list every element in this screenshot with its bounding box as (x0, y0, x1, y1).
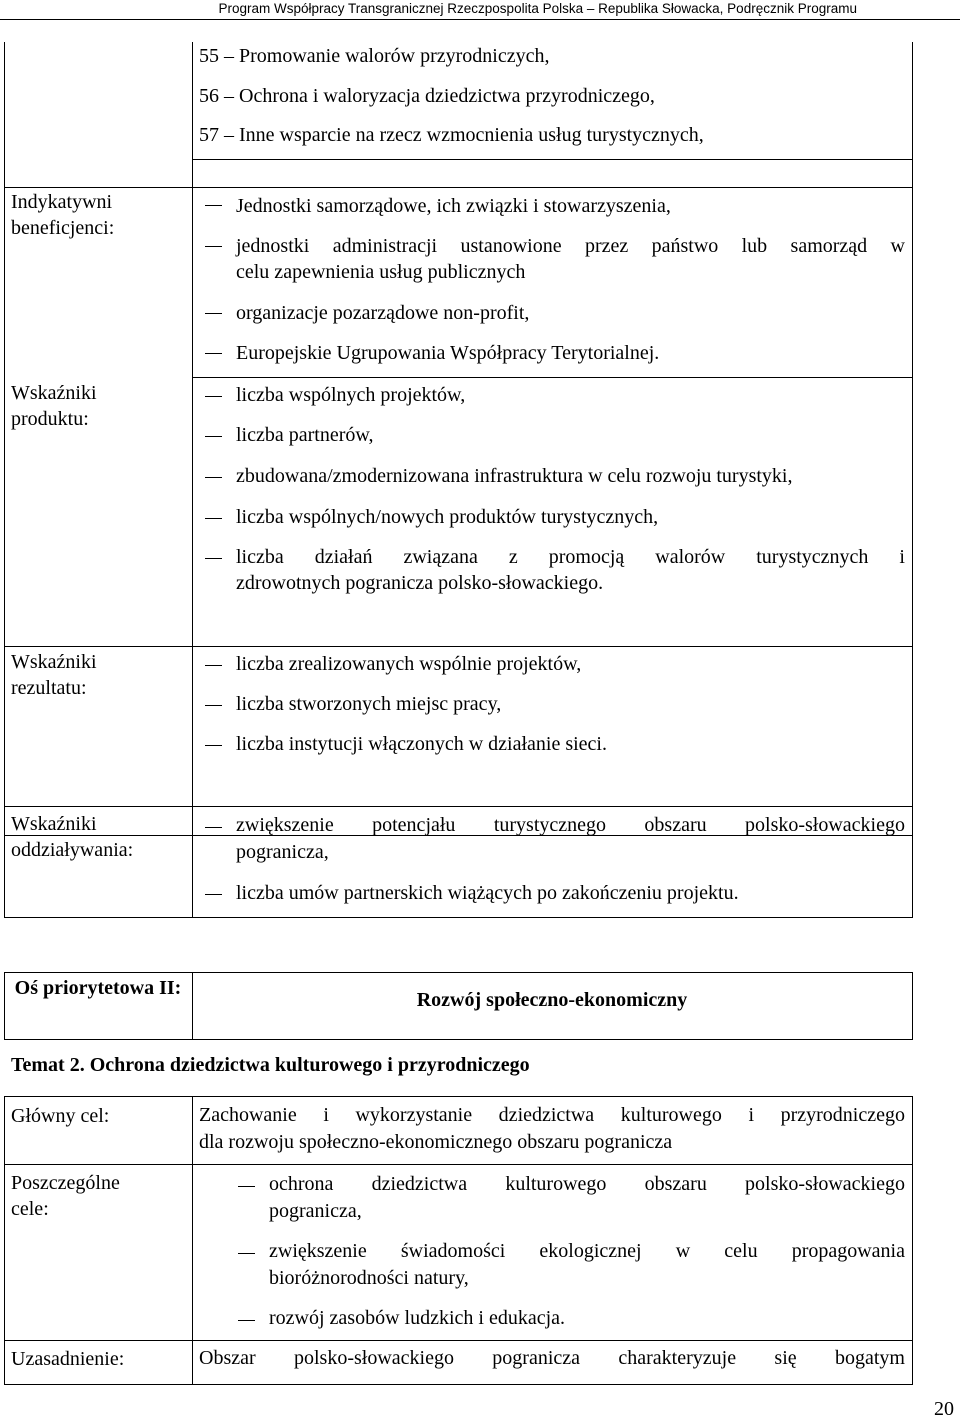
bullet-dash (205, 827, 222, 828)
beneficiary-item: organizacje pozarządowe non-profit, (236, 302, 530, 324)
bullet-dash (238, 1320, 255, 1321)
main-goal-text: Zachowanie i wykorzystanie dziedzictwa kulturowego i przyrodniczego (199, 1104, 905, 1126)
table2-row-line-2 (4, 1340, 913, 1341)
priority-axis-label: Oś priorytetowa II: (14, 977, 182, 999)
theme-title: Temat 2. Ochrona dziedzictwa kulturowego i przyrodniczego (11, 1054, 530, 1076)
category-code-55: 55 – Promowanie walorów przyrodniczych, (199, 45, 550, 67)
bullet-dash (205, 745, 222, 746)
product-indicator-item: liczba wspólnych projektów, (236, 384, 466, 406)
beneficiary-item: Europejskie Ugrupowania Współpracy Terytorialnej. (236, 342, 660, 364)
beneficiary-item: jednostki administracji ustanowione przez państwo lub samorząd w (236, 235, 905, 257)
table2-right-border (912, 1096, 913, 1385)
table1-row-line-1 (192, 159, 913, 160)
bullet-dash (238, 1186, 255, 1187)
product-indicator-item: liczba wspólnych/nowych produktów turystycznych, (236, 506, 659, 528)
justification-text: Obszar polsko-słowackiego pogranicza charakteryzuje się bogatym (199, 1347, 905, 1369)
table1-row-line-4 (4, 646, 913, 647)
product-indicators-label: Wskaźniki produktu: (11, 382, 97, 430)
beneficiary-item-continuation: celu zapewnienia usług publicznych (236, 261, 526, 283)
table1-left-border (4, 42, 5, 918)
product-indicator-item: liczba działań związana z promocją walorów turystycznych i (236, 546, 905, 568)
impact-indicator-item-continuation: pogranicza, (236, 841, 329, 863)
table2-top-border (4, 1096, 913, 1097)
page-header: Program Współpracy Transgranicznej Rzeczpospolita Polska – Republika Słowacka, Podręcznik Programu (218, 1, 857, 16)
priority-axis-value: Rozwój społeczno-ekonomiczny (416, 989, 688, 1011)
beneficiaries-label: Indykatywni beneficjenci: (11, 191, 115, 239)
bullet-dash (205, 518, 222, 519)
priority-bottom-border (4, 1039, 913, 1040)
table1-row-line-5 (4, 806, 913, 807)
justification-label: Uzasadnienie: (11, 1348, 125, 1370)
bullet-dash (205, 665, 222, 666)
table2-column-divider (192, 1096, 193, 1385)
table1-row-line-2 (4, 187, 913, 188)
table1-column-divider (192, 42, 193, 918)
header-divider (0, 19, 960, 20)
category-code-56: 56 – Ochrona i waloryzacja dziedzictwa przyrodniczego, (199, 85, 655, 107)
result-indicator-item: liczba zrealizowanych wspólnie projektów, (236, 653, 582, 675)
table1-bottom-border (4, 917, 913, 918)
table2-row-line-1 (4, 1164, 913, 1165)
bullet-dash (238, 1253, 255, 1254)
impact-indicator-item: liczba umów partnerskich wiążących po zakończeniu projektu. (236, 882, 739, 904)
beneficiary-item: Jednostki samorządowe, ich związki i stowarzyszenia, (236, 195, 671, 217)
bullet-dash (205, 558, 222, 559)
product-indicator-item: liczba partnerów, (236, 424, 374, 446)
priority-right-border (912, 972, 913, 1040)
product-indicator-item: zbudowana/zmodernizowana infrastruktura w celu rozwoju turystyki, (236, 465, 793, 487)
bullet-dash (205, 246, 222, 247)
result-indicator-item: liczba instytucji włączonych w działanie sieci. (236, 733, 607, 755)
category-code-57: 57 – Inne wsparcie na rzecz wzmocnienia usług turystycznych, (199, 124, 704, 146)
table2-bottom-border (4, 1384, 913, 1385)
main-goal-label: Główny cel: (11, 1105, 110, 1127)
table1-right-border (912, 42, 913, 918)
bullet-dash (205, 205, 222, 206)
bullet-dash (205, 705, 222, 706)
specific-goals-label: Poszczególne cele: (11, 1172, 120, 1220)
specific-goal-item: zwiększenie świadomości ekologicznej w celu propagowania (269, 1240, 905, 1262)
bullet-dash (205, 396, 222, 397)
specific-goal-item: ochrona dziedzictwa kulturowego obszaru polsko-słowackiego (269, 1173, 905, 1195)
bullet-dash (205, 436, 222, 437)
product-indicator-item-continuation: zdrowotnych pogranicza polsko-słowackiego. (236, 572, 604, 594)
impact-indicators-label: Wskaźniki oddziaływania: (11, 813, 134, 861)
priority-top-border (4, 972, 913, 973)
bullet-dash (205, 894, 222, 895)
table2-left-border (4, 1096, 5, 1385)
bullet-dash (205, 477, 222, 478)
result-indicators-label: Wskaźniki rezultatu: (11, 651, 97, 699)
table1-row-line-3 (192, 377, 913, 378)
specific-goal-item-continuation: pogranicza, (269, 1200, 362, 1222)
bullet-dash (205, 353, 222, 354)
main-goal-text-continuation: dla rozwoju społeczno-ekonomicznego obszaru pogranicza (199, 1131, 673, 1153)
page-number: 20 (934, 1398, 954, 1420)
impact-indicator-item: zwiększenie potencjału turystycznego obszaru polsko-słowackiego (236, 814, 905, 836)
result-indicator-item: liczba stworzonych miejsc pracy, (236, 693, 502, 715)
specific-goal-item-continuation: bioróżnorodności natury, (269, 1267, 469, 1289)
specific-goal-item: rozwój zasobów ludzkich i edukacja. (269, 1307, 566, 1329)
bullet-dash (205, 313, 222, 314)
